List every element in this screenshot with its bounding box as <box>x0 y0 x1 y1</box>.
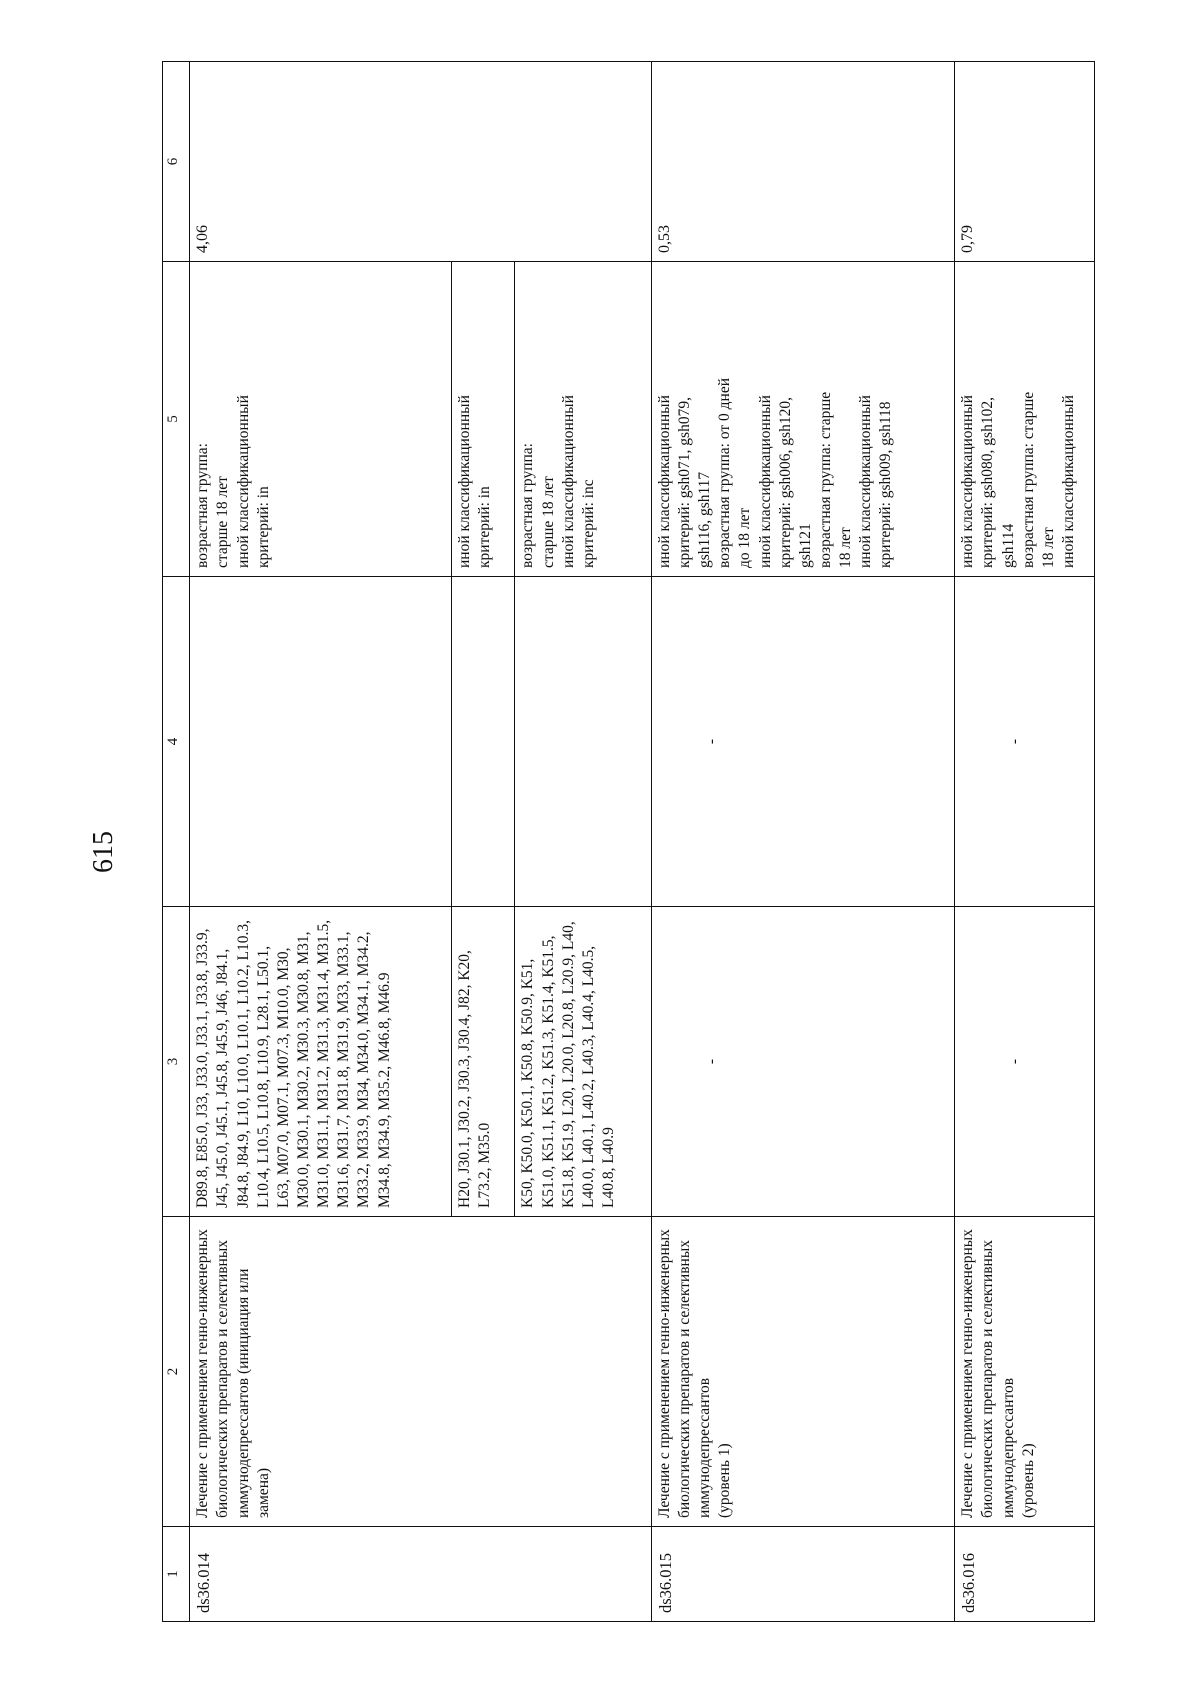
row-diagnoses: - <box>651 907 954 1217</box>
table-row <box>955 62 1095 1622</box>
row-code: ds36.016 <box>955 1527 1095 1622</box>
page-number: 615 <box>88 831 119 873</box>
row-diagnoses: H20, J30.1, J30.2, J30.3, J30.4, J82, K20, L73.2, M35.0 <box>452 907 515 1217</box>
column-number: 3 <box>163 907 190 1217</box>
column-number: 1 <box>163 1527 190 1622</box>
row-services: - <box>651 577 954 907</box>
row-services <box>452 577 515 907</box>
row-value: 0,79 <box>955 62 1095 262</box>
row-services: - <box>955 577 1095 907</box>
row-diagnoses: K50, K50.0, K50.1, K50.8, K50.9, K51, K51.0, K51.1, K51.2, K51.3, K51.4, K51.5, K51.8, K51.9, L20, L20.0, L20.8, L20.9, L40, L40.0, L40.1, L40.2, L40.3, L40.4, L40.5, L40.8, L40.9 <box>515 907 651 1217</box>
row-name: Лечение с применением генно-инженерных биологических препаратов и селективных иммунодепрессантов (инициация или замена) <box>190 1217 652 1527</box>
column-number-row <box>163 62 190 1622</box>
row-diagnoses: - <box>955 907 1095 1217</box>
column-number: 4 <box>163 577 190 907</box>
row-criteria: возрастная группа: старше 18 лет иной классификационный критерий: inc <box>515 262 651 577</box>
row-name: Лечение с применением генно-инженерных биологических препаратов и селективных иммунодепрессантов (уровень 2) <box>955 1217 1095 1527</box>
row-criteria: иной классификационный критерий: gsh071, gsh079, gsh116, gsh117 возрастная группа: от 0 дней до 18 лет иной классификационный критерий: gsh006, gsh120, gsh121 возрастная группа: старше 18 лет иной классификационный критерий: gsh009, gsh118 <box>651 262 954 577</box>
table-row <box>190 62 452 1622</box>
column-number: 6 <box>163 62 190 262</box>
row-services <box>515 577 651 907</box>
table-row <box>651 62 954 1622</box>
row-services <box>190 577 452 907</box>
tariff-table <box>162 61 1095 1622</box>
row-diagnoses: D89.8, E85.0, J33, J33.0, J33.1, J33.8, J33.9, J45, J45.0, J45.1, J45.8, J45.9, J46, J84.1, J84.8, J84.9, L10, L10.0, L10.1, L10.2, L10.3, L10.4, L10.5, L10.8, L10.9, L28.1, L50.1, L63, M07.0, M07.1, M07.3, M10.0, M30, M30.0, M30.1, M30.2, M30.3, M30.8, M31, M31.0, M31.1, M31.2, M31.3, M31.4, M31.5, M31.6, M31.7, M31.8, M31.9, M33, M33.1, M33.2, M33.9, M34, M34.0, M34.1, M34.2, M34.8, M34.9, M35.2, M46.8, M46.9 <box>190 907 452 1217</box>
row-criteria: иной классификационный критерий: in <box>452 262 515 577</box>
row-name: Лечение с применением генно-инженерных биологических препаратов и селективных иммунодепрессантов (уровень 1) <box>651 1217 954 1527</box>
column-number: 2 <box>163 1217 190 1527</box>
row-code: ds36.014 <box>190 1527 652 1622</box>
row-criteria: возрастная группа: старше 18 лет иной классификационный критерий: in <box>190 262 452 577</box>
row-criteria: иной классификационный критерий: gsh080, gsh102, gsh114 возрастная группа: старше 18 лет иной классификационный <box>955 262 1095 577</box>
row-value: 4,06 <box>190 62 652 262</box>
row-code: ds36.015 <box>651 1527 954 1622</box>
rotated-page-content <box>162 62 1095 1622</box>
row-value: 0,53 <box>651 62 954 262</box>
column-number: 5 <box>163 262 190 577</box>
